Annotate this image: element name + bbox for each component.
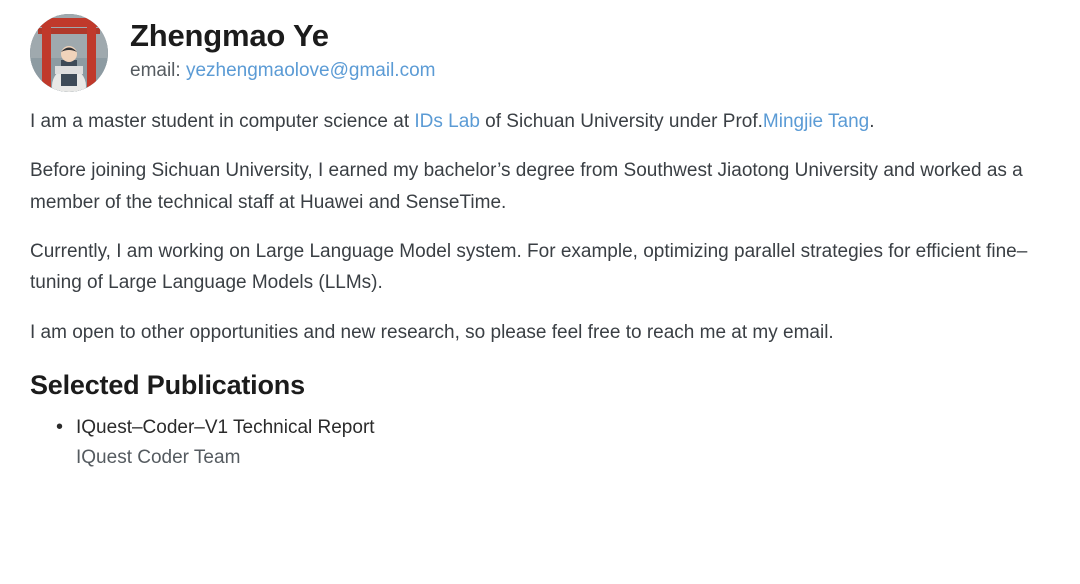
- page-title: Zhengmao Ye: [130, 18, 329, 53]
- selected-publications-heading: Selected Publications: [30, 370, 305, 401]
- avatar-image: [30, 14, 108, 92]
- header-text: [130, 14, 435, 82]
- bio-p1-text-a: I am a master student in computer science at: [30, 111, 415, 132]
- profile-header: [30, 14, 1050, 92]
- avatar: [30, 14, 108, 92]
- bio-p1-text-b: of Sichuan University under Prof.: [479, 111, 763, 132]
- publication-title: • IQuest–Coder–V1 Technical Report: [76, 417, 375, 439]
- bio-p1-text-c: .: [869, 111, 875, 132]
- list-item: [76, 415, 1050, 472]
- bio-paragraph-4: I am open to other opportunities and new research, so please feel free to reach me at my email.: [30, 321, 834, 343]
- email-label: email:: [130, 59, 181, 81]
- ids-lab-link[interactable]: IDs Lab: [414, 111, 480, 132]
- email-line: [130, 60, 435, 83]
- bio-paragraph-2: Before joining Sichuan University, I earned my bachelor’s degree from Southwest Jiaotong University and worked as a member of the technical staff at Huawei and SenseTime.: [30, 160, 1023, 213]
- email-link[interactable]: yezhengmaolove@gmail.com: [185, 59, 436, 81]
- bio-paragraph-1: [30, 106, 1050, 137]
- advisor-link[interactable]: Mingjie Tang: [762, 111, 870, 132]
- bio-paragraph-3: Currently, I am working on Large Language Model system. For example, optimizing parallel strategies for efficient fine–tuning of Large Language Models (LLMs).: [30, 241, 1028, 294]
- publication-authors: IQuest Coder Team: [76, 446, 241, 468]
- publications-list: [30, 415, 1050, 472]
